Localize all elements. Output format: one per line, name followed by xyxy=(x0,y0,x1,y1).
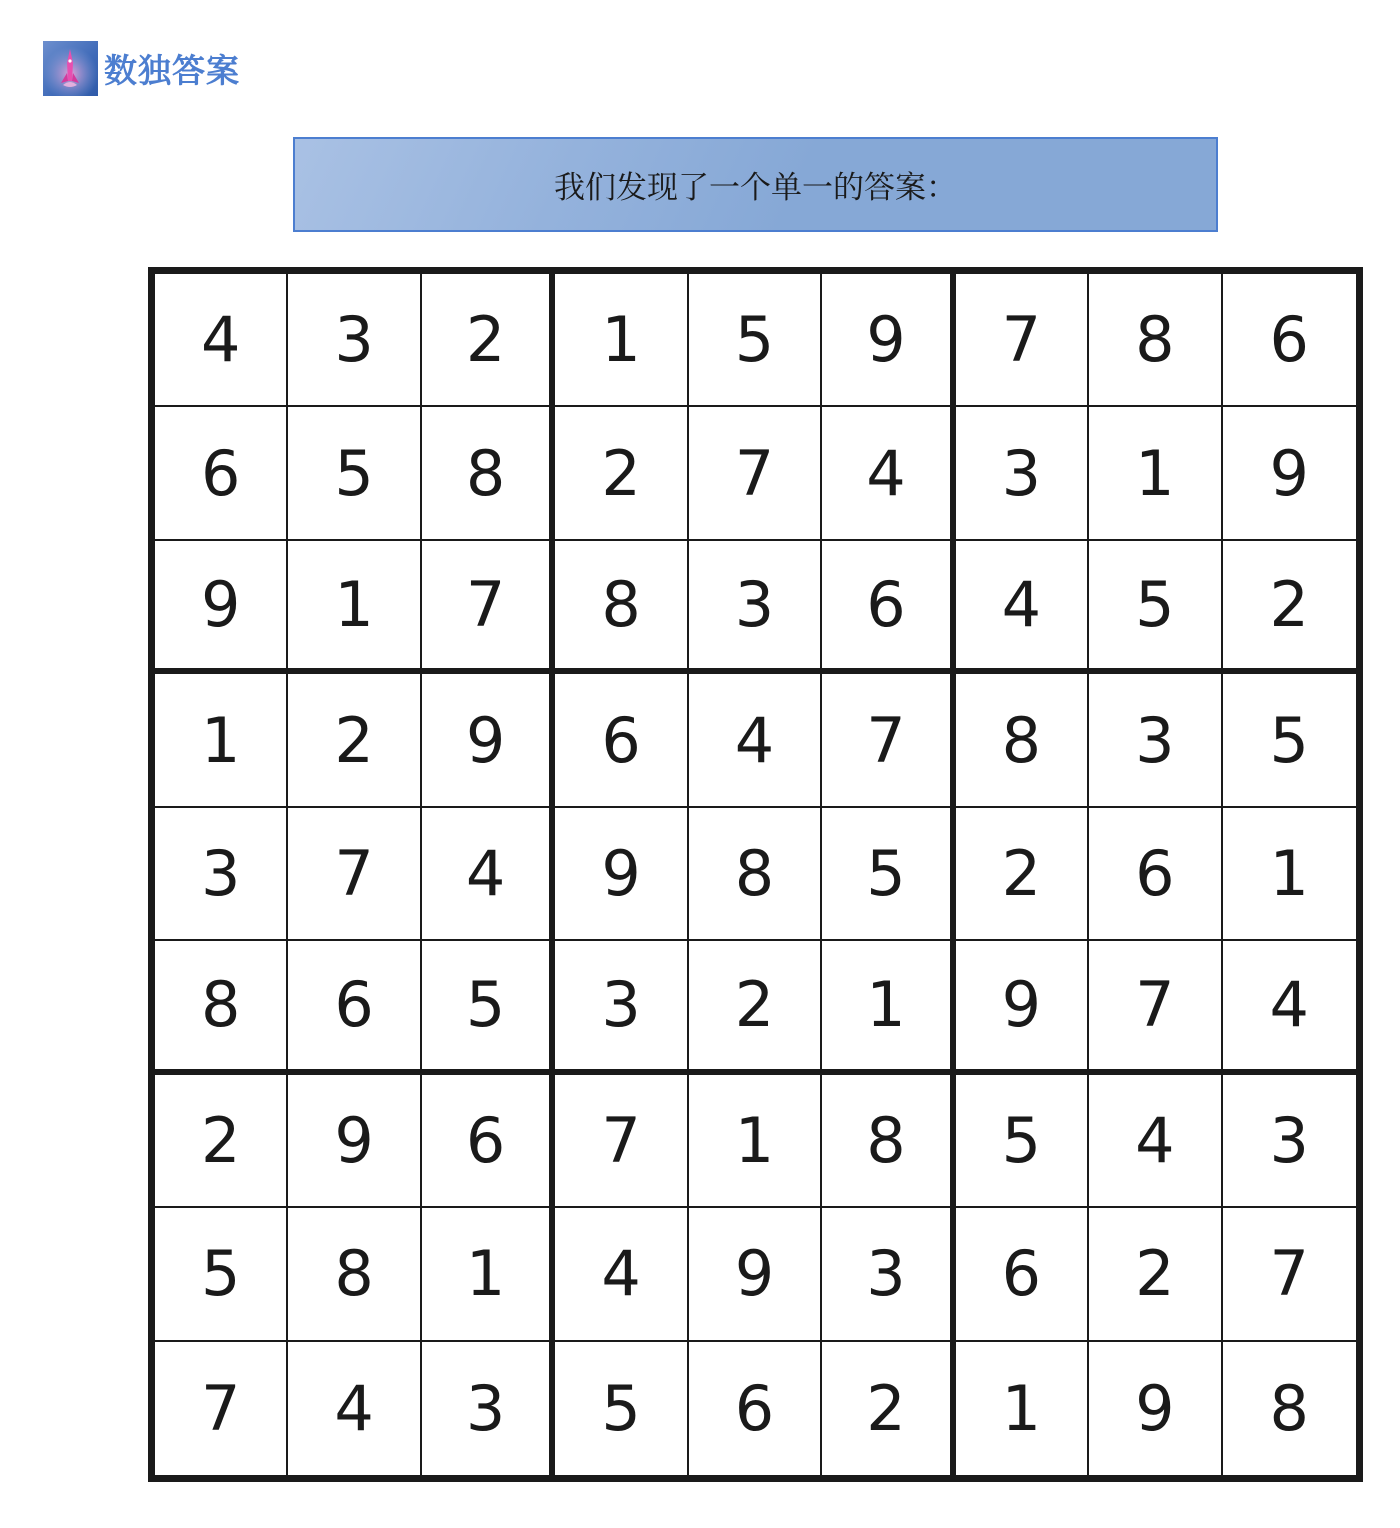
sudoku-cell: 6 xyxy=(288,941,421,1074)
sudoku-cell: 7 xyxy=(956,274,1089,407)
sudoku-cell: 8 xyxy=(422,407,555,540)
sudoku-cell: 7 xyxy=(288,808,421,941)
sudoku-cell: 3 xyxy=(1089,674,1222,807)
sudoku-cell: 8 xyxy=(155,941,288,1074)
sudoku-cell: 6 xyxy=(956,1208,1089,1341)
sudoku-grid xyxy=(148,267,1363,1482)
sudoku-cell: 1 xyxy=(288,541,421,674)
sudoku-cell: 3 xyxy=(956,407,1089,540)
sudoku-cell: 1 xyxy=(822,941,955,1074)
sudoku-cell: 4 xyxy=(288,1342,421,1475)
sudoku-cell: 3 xyxy=(822,1208,955,1341)
sudoku-cell: 2 xyxy=(1223,541,1356,674)
sudoku-cell: 7 xyxy=(822,674,955,807)
sudoku-cell: 7 xyxy=(689,407,822,540)
site-title[interactable]: 数独答案 xyxy=(104,50,240,90)
sudoku-cell: 4 xyxy=(822,407,955,540)
sudoku-cell: 9 xyxy=(155,541,288,674)
sudoku-cell: 2 xyxy=(555,407,688,540)
sudoku-cell: 1 xyxy=(155,674,288,807)
sudoku-cell: 9 xyxy=(689,1208,822,1341)
sudoku-cell: 8 xyxy=(555,541,688,674)
sudoku-cell: 1 xyxy=(422,1208,555,1341)
result-message: 我们发现了一个单一的答案： xyxy=(554,170,957,206)
sudoku-cell: 5 xyxy=(1223,674,1356,807)
sudoku-cell: 6 xyxy=(822,541,955,674)
sudoku-cell: 2 xyxy=(155,1075,288,1208)
sudoku-cell: 2 xyxy=(422,274,555,407)
sudoku-cell: 2 xyxy=(956,808,1089,941)
sudoku-cell: 3 xyxy=(288,274,421,407)
sudoku-cell: 7 xyxy=(1223,1208,1356,1341)
rocket-logo-icon[interactable] xyxy=(43,41,98,96)
sudoku-cell: 8 xyxy=(1089,274,1222,407)
sudoku-cell: 9 xyxy=(288,1075,421,1208)
sudoku-cell: 6 xyxy=(422,1075,555,1208)
sudoku-cell: 8 xyxy=(1269,1371,1309,1445)
sudoku-cell: 3 xyxy=(155,808,288,941)
sudoku-cell: 5 xyxy=(1089,541,1222,674)
sudoku-cell: 8 xyxy=(956,674,1089,807)
sudoku-cell: 7 xyxy=(422,541,555,674)
sudoku-cell: 8 xyxy=(288,1208,421,1341)
sudoku-cell: 4 xyxy=(422,808,555,941)
sudoku-cell: 4 xyxy=(555,1208,688,1341)
sudoku-cell: 7 xyxy=(155,1342,288,1475)
sudoku-cell: 1 xyxy=(555,274,688,407)
sudoku-cell: 4 xyxy=(155,274,288,407)
sudoku-cell: 7 xyxy=(1089,941,1222,1074)
sudoku-cell: 9 xyxy=(555,808,688,941)
sudoku-cell: 5 xyxy=(689,274,822,407)
sudoku-cell: 3 xyxy=(422,1342,555,1475)
sudoku-cell: 6 xyxy=(555,674,688,807)
sudoku-cell: 8 xyxy=(689,808,822,941)
sudoku-cell: 9 xyxy=(1223,407,1356,540)
site-header xyxy=(43,40,240,96)
sudoku-cell: 6 xyxy=(1223,274,1356,407)
sudoku-cell: 9 xyxy=(422,674,555,807)
sudoku-cell: 2 xyxy=(822,1342,955,1475)
sudoku-cell: 4 xyxy=(1223,941,1356,1074)
sudoku-cell: 6 xyxy=(155,407,288,540)
sudoku-cell: 5 xyxy=(288,407,421,540)
sudoku-cell: 6 xyxy=(1089,808,1222,941)
sudoku-cell: 2 xyxy=(1089,1208,1222,1341)
sudoku-cell: 7 xyxy=(555,1075,688,1208)
sudoku-cell: 4 xyxy=(956,541,1089,674)
sudoku-cell: 4 xyxy=(689,674,822,807)
sudoku-cell: 5 xyxy=(555,1342,688,1475)
sudoku-cell: 5 xyxy=(956,1075,1089,1208)
sudoku-cell: 1 xyxy=(1223,808,1356,941)
sudoku-cell: 5 xyxy=(422,941,555,1074)
sudoku-cell: 8 xyxy=(822,1075,955,1208)
sudoku-cell: 5 xyxy=(822,808,955,941)
sudoku-cell: 4 xyxy=(1089,1075,1222,1208)
sudoku-cell: 9 xyxy=(956,941,1089,1074)
sudoku-cell: 9 xyxy=(822,274,955,407)
sudoku-cell: 2 xyxy=(689,941,822,1074)
sudoku-cell: 5 xyxy=(155,1208,288,1341)
sudoku-cell: 1 xyxy=(1089,407,1222,540)
sudoku-cell: 9 xyxy=(1089,1342,1222,1475)
sudoku-cell: 2 xyxy=(288,674,421,807)
sudoku-cell: 3 xyxy=(1223,1075,1356,1208)
result-banner xyxy=(293,137,1218,232)
sudoku-cell: 6 xyxy=(689,1342,822,1475)
sudoku-cell: 3 xyxy=(555,941,688,1074)
sudoku-cell: 1 xyxy=(956,1342,1089,1475)
sudoku-cell: 3 xyxy=(689,541,822,674)
sudoku-cell: 1 xyxy=(689,1075,822,1208)
